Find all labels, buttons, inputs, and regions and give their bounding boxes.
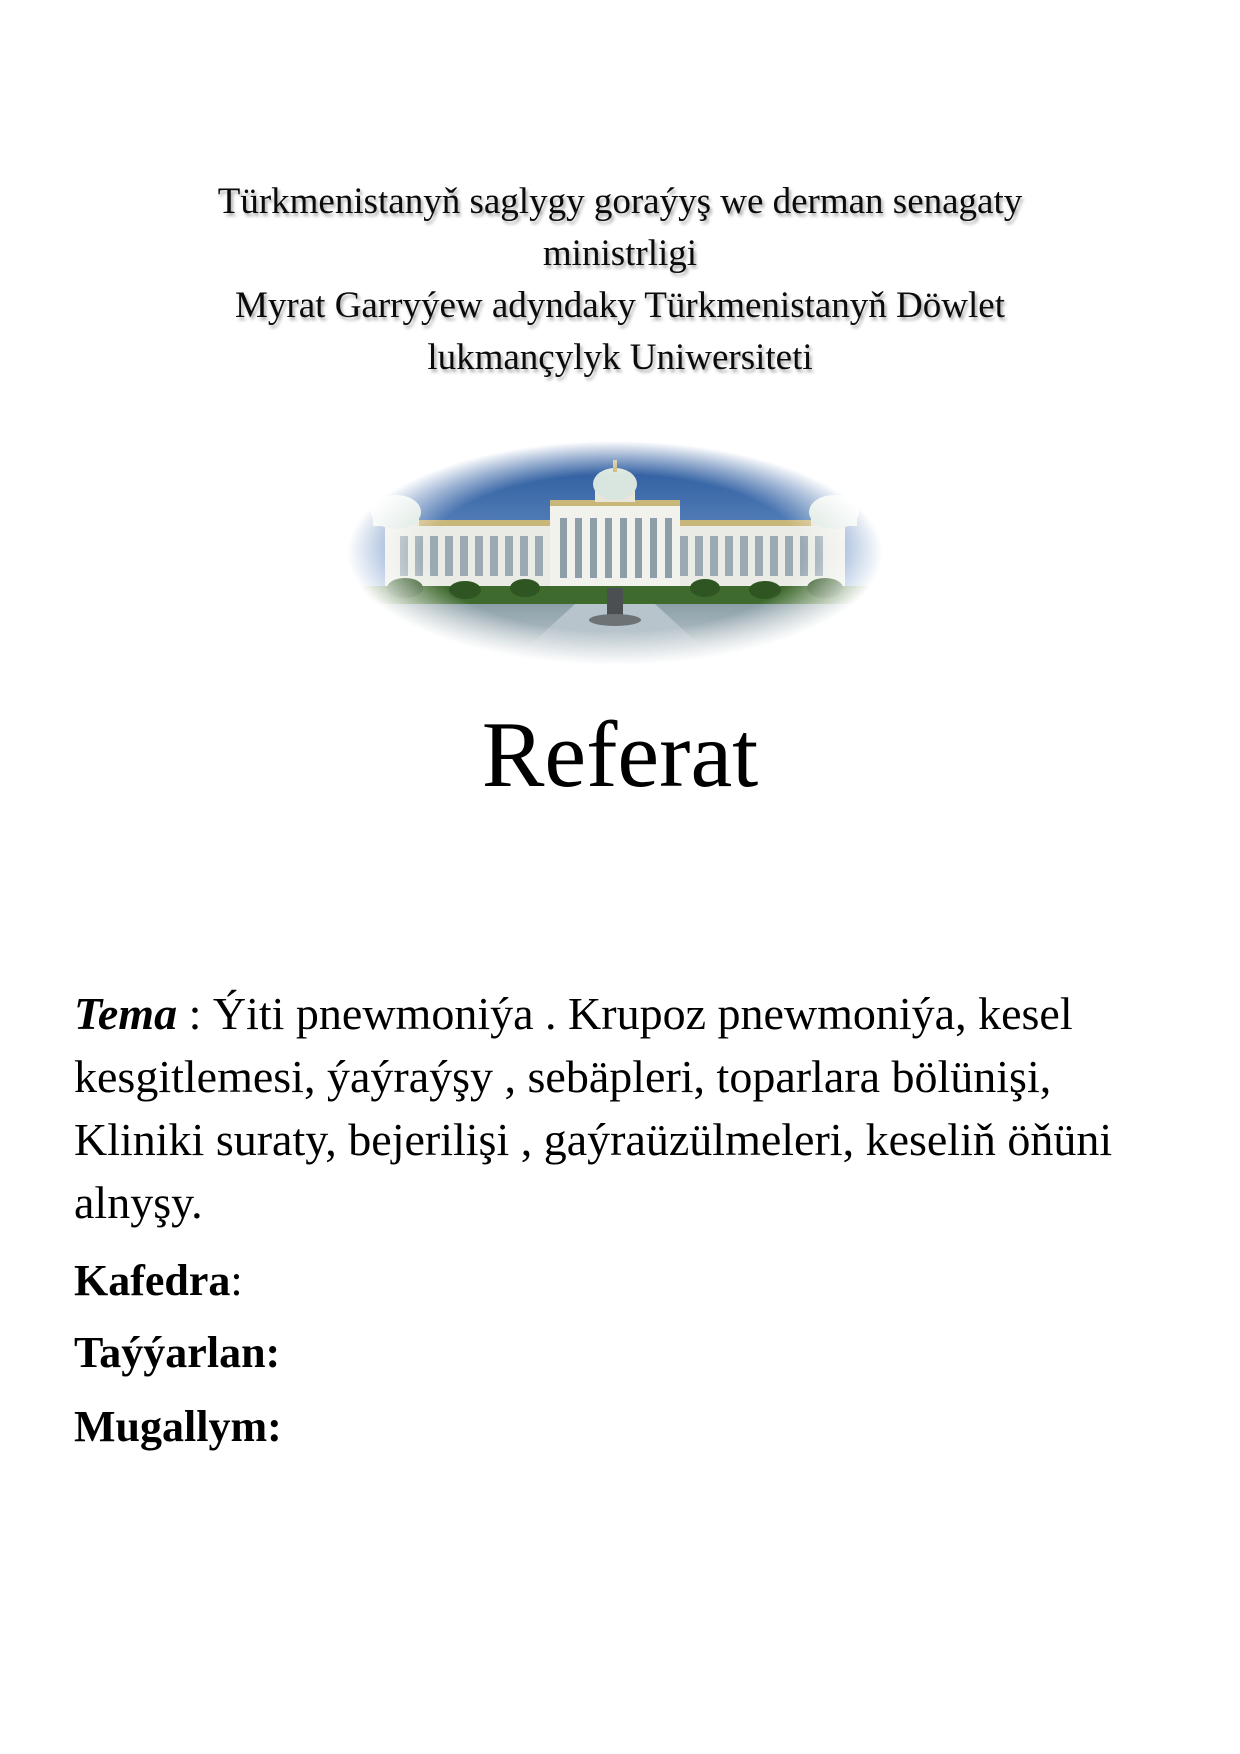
topic-text: Ýiti pnewmoniýa . Krupoz pnewmoniýa, kesel kesgitlemesi, ýaýraýşy , sebäpleri, toparlara bölünişi, Kliniki suraty, bejerilişi , gaýraüzülmeleri, keseliň öňüni alnyşy.: [74, 988, 1113, 1228]
mugallym-label: Mugallym:: [74, 1402, 282, 1451]
kafedra-label: Kafedra: [74, 1256, 231, 1305]
tayyarlan-label: Taýýarlan:: [74, 1328, 281, 1377]
header-line-2: ministrligi: [542, 233, 698, 274]
mugallym-field: [74, 1400, 282, 1454]
document-title: Referat: [481, 703, 759, 807]
kafedra-field: [74, 1254, 243, 1308]
kafedra-colon: :: [230, 1256, 243, 1305]
header-line-3: Myrat Garryýew adyndaky Türkmenistanyň Döwlet: [235, 285, 1005, 326]
topic-label: Tema: [74, 988, 178, 1039]
university-header: [0, 176, 1240, 384]
header-line-1: Türkmenistanyň saglygy goraýyş we derman senagaty: [217, 181, 1023, 222]
topic-separator: :: [177, 988, 213, 1039]
header-line-4: lukmançylyk Uniwersiteti: [427, 337, 813, 378]
tayyarlan-field: [74, 1326, 280, 1380]
topic-paragraph: [74, 982, 1174, 1234]
building-photo-svg: [345, 438, 885, 668]
university-building-photo: [345, 438, 885, 668]
